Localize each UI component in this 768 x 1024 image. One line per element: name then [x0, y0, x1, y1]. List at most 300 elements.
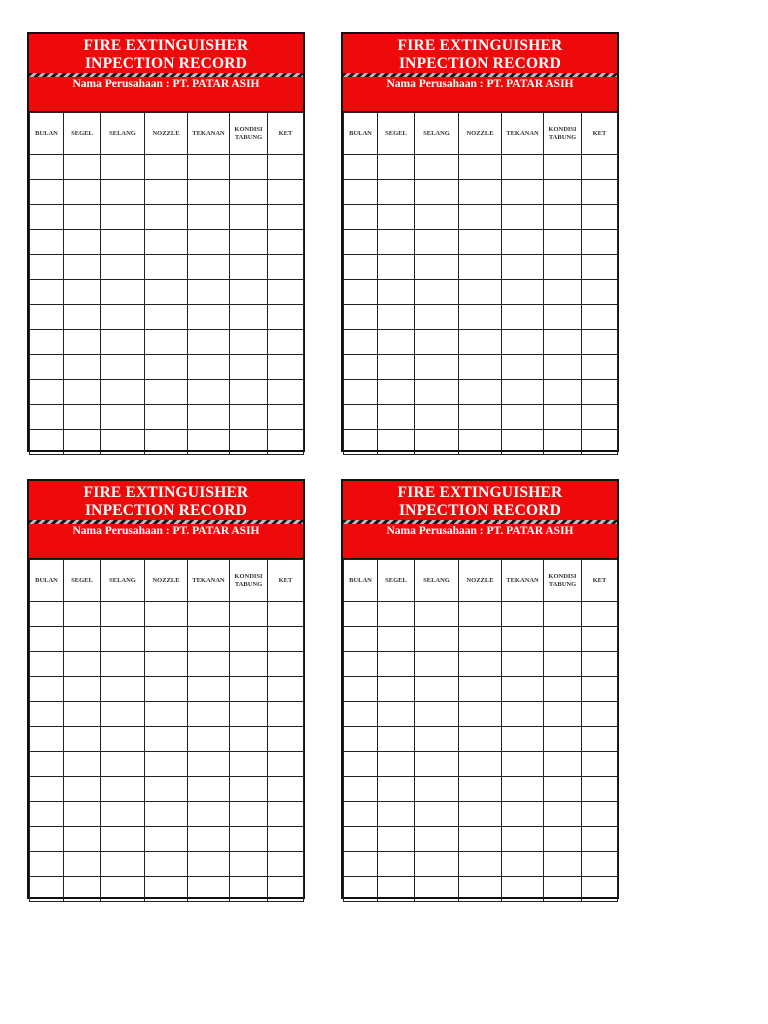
table-cell[interactable] — [64, 727, 101, 752]
table-cell[interactable] — [415, 180, 459, 205]
table-cell[interactable] — [415, 355, 459, 380]
table-cell[interactable] — [582, 255, 618, 280]
table-cell[interactable] — [415, 280, 459, 305]
table-cell[interactable] — [101, 180, 145, 205]
table-cell[interactable] — [378, 230, 415, 255]
table-cell[interactable] — [30, 727, 64, 752]
table-cell[interactable] — [544, 405, 582, 430]
table-cell[interactable] — [415, 255, 459, 280]
table-cell[interactable] — [64, 852, 101, 877]
table-cell[interactable] — [344, 230, 378, 255]
table-cell[interactable] — [230, 652, 268, 677]
table-cell[interactable] — [268, 155, 304, 180]
table-cell[interactable] — [64, 777, 101, 802]
table-cell[interactable] — [30, 852, 64, 877]
table-cell[interactable] — [188, 280, 230, 305]
table-cell[interactable] — [230, 827, 268, 852]
table-cell[interactable] — [230, 677, 268, 702]
table-cell[interactable] — [502, 230, 544, 255]
table-cell[interactable] — [30, 827, 64, 852]
table-cell[interactable] — [582, 355, 618, 380]
table-cell[interactable] — [101, 255, 145, 280]
table-cell[interactable] — [230, 380, 268, 405]
table-cell[interactable] — [188, 330, 230, 355]
table-cell[interactable] — [344, 802, 378, 827]
table-cell[interactable] — [544, 330, 582, 355]
table-cell[interactable] — [344, 852, 378, 877]
table-cell[interactable] — [544, 702, 582, 727]
table-cell[interactable] — [30, 677, 64, 702]
table-cell[interactable] — [64, 155, 101, 180]
table-cell[interactable] — [30, 255, 64, 280]
table-cell[interactable] — [582, 827, 618, 852]
table-cell[interactable] — [188, 430, 230, 455]
table-cell[interactable] — [188, 652, 230, 677]
table-cell[interactable] — [268, 802, 304, 827]
table-cell[interactable] — [101, 777, 145, 802]
table-cell[interactable] — [502, 380, 544, 405]
table-cell[interactable] — [230, 702, 268, 727]
table-cell[interactable] — [378, 802, 415, 827]
table-cell[interactable] — [502, 777, 544, 802]
table-cell[interactable] — [502, 677, 544, 702]
table-cell[interactable] — [30, 205, 64, 230]
table-cell[interactable] — [64, 652, 101, 677]
table-cell[interactable] — [230, 305, 268, 330]
table-cell[interactable] — [230, 205, 268, 230]
table-cell[interactable] — [502, 355, 544, 380]
table-cell[interactable] — [145, 330, 188, 355]
table-cell[interactable] — [415, 405, 459, 430]
table-cell[interactable] — [415, 877, 459, 902]
table-cell[interactable] — [64, 255, 101, 280]
table-cell[interactable] — [230, 727, 268, 752]
table-cell[interactable] — [188, 255, 230, 280]
table-cell[interactable] — [145, 827, 188, 852]
table-cell[interactable] — [544, 355, 582, 380]
table-cell[interactable] — [145, 230, 188, 255]
table-cell[interactable] — [30, 305, 64, 330]
table-cell[interactable] — [230, 877, 268, 902]
table-cell[interactable] — [502, 305, 544, 330]
table-cell[interactable] — [502, 652, 544, 677]
table-cell[interactable] — [268, 305, 304, 330]
table-cell[interactable] — [344, 155, 378, 180]
table-cell[interactable] — [145, 752, 188, 777]
table-cell[interactable] — [64, 305, 101, 330]
table-cell[interactable] — [188, 405, 230, 430]
table-cell[interactable] — [101, 677, 145, 702]
table-cell[interactable] — [145, 677, 188, 702]
table-cell[interactable] — [582, 802, 618, 827]
table-cell[interactable] — [101, 330, 145, 355]
table-cell[interactable] — [188, 827, 230, 852]
table-cell[interactable] — [502, 802, 544, 827]
table-cell[interactable] — [582, 180, 618, 205]
table-cell[interactable] — [188, 205, 230, 230]
table-cell[interactable] — [230, 627, 268, 652]
table-cell[interactable] — [30, 230, 64, 255]
table-cell[interactable] — [415, 702, 459, 727]
table-cell[interactable] — [459, 205, 502, 230]
table-cell[interactable] — [344, 355, 378, 380]
table-cell[interactable] — [145, 852, 188, 877]
table-cell[interactable] — [378, 330, 415, 355]
table-cell[interactable] — [582, 155, 618, 180]
table-cell[interactable] — [544, 280, 582, 305]
table-cell[interactable] — [268, 602, 304, 627]
table-cell[interactable] — [188, 602, 230, 627]
table-cell[interactable] — [544, 627, 582, 652]
table-cell[interactable] — [30, 777, 64, 802]
table-cell[interactable] — [188, 752, 230, 777]
table-cell[interactable] — [459, 330, 502, 355]
table-cell[interactable] — [544, 205, 582, 230]
table-cell[interactable] — [502, 602, 544, 627]
table-cell[interactable] — [101, 802, 145, 827]
table-cell[interactable] — [544, 602, 582, 627]
table-cell[interactable] — [230, 155, 268, 180]
table-cell[interactable] — [502, 752, 544, 777]
table-cell[interactable] — [502, 852, 544, 877]
table-cell[interactable] — [145, 205, 188, 230]
table-cell[interactable] — [544, 677, 582, 702]
table-cell[interactable] — [145, 727, 188, 752]
table-cell[interactable] — [415, 430, 459, 455]
table-cell[interactable] — [459, 752, 502, 777]
table-cell[interactable] — [415, 727, 459, 752]
table-cell[interactable] — [378, 255, 415, 280]
table-cell[interactable] — [64, 827, 101, 852]
table-cell[interactable] — [101, 727, 145, 752]
table-cell[interactable] — [582, 852, 618, 877]
table-cell[interactable] — [544, 877, 582, 902]
table-cell[interactable] — [268, 627, 304, 652]
table-cell[interactable] — [64, 330, 101, 355]
table-cell[interactable] — [459, 677, 502, 702]
table-cell[interactable] — [101, 652, 145, 677]
table-cell[interactable] — [378, 677, 415, 702]
table-cell[interactable] — [415, 677, 459, 702]
table-cell[interactable] — [268, 280, 304, 305]
table-cell[interactable] — [64, 752, 101, 777]
table-cell[interactable] — [30, 430, 64, 455]
table-cell[interactable] — [268, 380, 304, 405]
table-cell[interactable] — [145, 180, 188, 205]
table-cell[interactable] — [378, 877, 415, 902]
table-cell[interactable] — [344, 380, 378, 405]
table-cell[interactable] — [188, 702, 230, 727]
table-cell[interactable] — [230, 355, 268, 380]
table-cell[interactable] — [30, 802, 64, 827]
table-cell[interactable] — [502, 827, 544, 852]
table-cell[interactable] — [415, 305, 459, 330]
table-cell[interactable] — [582, 230, 618, 255]
table-cell[interactable] — [582, 752, 618, 777]
table-cell[interactable] — [344, 305, 378, 330]
table-cell[interactable] — [502, 255, 544, 280]
table-cell[interactable] — [230, 430, 268, 455]
table-cell[interactable] — [188, 355, 230, 380]
table-cell[interactable] — [582, 627, 618, 652]
table-cell[interactable] — [344, 877, 378, 902]
table-cell[interactable] — [230, 777, 268, 802]
table-cell[interactable] — [378, 280, 415, 305]
table-cell[interactable] — [415, 380, 459, 405]
table-cell[interactable] — [502, 155, 544, 180]
table-cell[interactable] — [188, 305, 230, 330]
table-cell[interactable] — [378, 380, 415, 405]
table-cell[interactable] — [582, 305, 618, 330]
table-cell[interactable] — [145, 602, 188, 627]
table-cell[interactable] — [378, 155, 415, 180]
table-cell[interactable] — [378, 652, 415, 677]
table-cell[interactable] — [378, 827, 415, 852]
table-cell[interactable] — [378, 602, 415, 627]
table-cell[interactable] — [582, 702, 618, 727]
table-cell[interactable] — [268, 852, 304, 877]
table-cell[interactable] — [268, 255, 304, 280]
table-cell[interactable] — [459, 355, 502, 380]
table-cell[interactable] — [101, 280, 145, 305]
table-cell[interactable] — [378, 180, 415, 205]
table-cell[interactable] — [101, 852, 145, 877]
table-cell[interactable] — [268, 180, 304, 205]
table-cell[interactable] — [415, 852, 459, 877]
table-cell[interactable] — [101, 702, 145, 727]
table-cell[interactable] — [101, 752, 145, 777]
table-cell[interactable] — [344, 627, 378, 652]
table-cell[interactable] — [582, 877, 618, 902]
table-cell[interactable] — [188, 230, 230, 255]
table-cell[interactable] — [64, 602, 101, 627]
table-cell[interactable] — [145, 627, 188, 652]
table-cell[interactable] — [101, 405, 145, 430]
table-cell[interactable] — [582, 677, 618, 702]
table-cell[interactable] — [459, 380, 502, 405]
table-cell[interactable] — [101, 355, 145, 380]
table-cell[interactable] — [230, 802, 268, 827]
table-cell[interactable] — [230, 405, 268, 430]
table-cell[interactable] — [378, 752, 415, 777]
table-cell[interactable] — [544, 727, 582, 752]
table-cell[interactable] — [64, 702, 101, 727]
table-cell[interactable] — [30, 280, 64, 305]
table-cell[interactable] — [582, 652, 618, 677]
table-cell[interactable] — [378, 852, 415, 877]
table-cell[interactable] — [30, 702, 64, 727]
table-cell[interactable] — [30, 330, 64, 355]
table-cell[interactable] — [344, 405, 378, 430]
table-cell[interactable] — [101, 877, 145, 902]
table-cell[interactable] — [459, 280, 502, 305]
table-cell[interactable] — [230, 180, 268, 205]
table-cell[interactable] — [188, 677, 230, 702]
table-cell[interactable] — [459, 602, 502, 627]
table-cell[interactable] — [544, 752, 582, 777]
table-cell[interactable] — [378, 777, 415, 802]
table-cell[interactable] — [188, 380, 230, 405]
table-cell[interactable] — [64, 205, 101, 230]
table-cell[interactable] — [502, 627, 544, 652]
table-cell[interactable] — [145, 380, 188, 405]
table-cell[interactable] — [268, 205, 304, 230]
table-cell[interactable] — [459, 627, 502, 652]
table-cell[interactable] — [459, 852, 502, 877]
table-cell[interactable] — [230, 255, 268, 280]
table-cell[interactable] — [459, 180, 502, 205]
table-cell[interactable] — [145, 305, 188, 330]
table-cell[interactable] — [230, 602, 268, 627]
table-cell[interactable] — [145, 430, 188, 455]
table-cell[interactable] — [101, 205, 145, 230]
table-cell[interactable] — [582, 405, 618, 430]
table-cell[interactable] — [64, 380, 101, 405]
table-cell[interactable] — [268, 877, 304, 902]
table-cell[interactable] — [378, 727, 415, 752]
table-cell[interactable] — [64, 877, 101, 902]
table-cell[interactable] — [188, 155, 230, 180]
table-cell[interactable] — [378, 430, 415, 455]
table-cell[interactable] — [145, 155, 188, 180]
table-cell[interactable] — [101, 155, 145, 180]
table-cell[interactable] — [268, 405, 304, 430]
table-cell[interactable] — [344, 205, 378, 230]
table-cell[interactable] — [64, 677, 101, 702]
table-cell[interactable] — [344, 777, 378, 802]
table-cell[interactable] — [378, 355, 415, 380]
table-cell[interactable] — [378, 702, 415, 727]
table-cell[interactable] — [101, 430, 145, 455]
table-cell[interactable] — [544, 230, 582, 255]
table-cell[interactable] — [30, 405, 64, 430]
table-cell[interactable] — [30, 355, 64, 380]
table-cell[interactable] — [64, 430, 101, 455]
table-cell[interactable] — [544, 802, 582, 827]
table-cell[interactable] — [268, 677, 304, 702]
table-cell[interactable] — [415, 230, 459, 255]
table-cell[interactable] — [378, 627, 415, 652]
table-cell[interactable] — [544, 180, 582, 205]
table-cell[interactable] — [582, 330, 618, 355]
table-cell[interactable] — [268, 702, 304, 727]
table-cell[interactable] — [145, 255, 188, 280]
table-cell[interactable] — [415, 330, 459, 355]
table-cell[interactable] — [268, 330, 304, 355]
table-cell[interactable] — [415, 752, 459, 777]
table-cell[interactable] — [344, 255, 378, 280]
table-cell[interactable] — [101, 627, 145, 652]
table-cell[interactable] — [502, 430, 544, 455]
table-cell[interactable] — [344, 180, 378, 205]
table-cell[interactable] — [30, 602, 64, 627]
table-cell[interactable] — [502, 702, 544, 727]
table-cell[interactable] — [64, 280, 101, 305]
table-cell[interactable] — [101, 602, 145, 627]
table-cell[interactable] — [544, 430, 582, 455]
table-cell[interactable] — [145, 777, 188, 802]
table-cell[interactable] — [344, 702, 378, 727]
table-cell[interactable] — [30, 752, 64, 777]
table-cell[interactable] — [378, 405, 415, 430]
table-cell[interactable] — [268, 752, 304, 777]
table-cell[interactable] — [459, 155, 502, 180]
table-cell[interactable] — [344, 727, 378, 752]
table-cell[interactable] — [582, 727, 618, 752]
table-cell[interactable] — [268, 727, 304, 752]
table-cell[interactable] — [582, 205, 618, 230]
table-cell[interactable] — [415, 155, 459, 180]
table-cell[interactable] — [230, 330, 268, 355]
table-cell[interactable] — [502, 205, 544, 230]
table-cell[interactable] — [268, 430, 304, 455]
table-cell[interactable] — [30, 877, 64, 902]
table-cell[interactable] — [502, 727, 544, 752]
table-cell[interactable] — [64, 180, 101, 205]
table-cell[interactable] — [415, 802, 459, 827]
table-cell[interactable] — [459, 702, 502, 727]
table-cell[interactable] — [344, 330, 378, 355]
table-cell[interactable] — [64, 355, 101, 380]
table-cell[interactable] — [544, 380, 582, 405]
table-cell[interactable] — [502, 280, 544, 305]
table-cell[interactable] — [101, 380, 145, 405]
table-cell[interactable] — [344, 652, 378, 677]
table-cell[interactable] — [30, 155, 64, 180]
table-cell[interactable] — [582, 602, 618, 627]
table-cell[interactable] — [101, 230, 145, 255]
table-cell[interactable] — [64, 405, 101, 430]
table-cell[interactable] — [378, 205, 415, 230]
table-cell[interactable] — [230, 752, 268, 777]
table-cell[interactable] — [188, 852, 230, 877]
table-cell[interactable] — [459, 305, 502, 330]
table-cell[interactable] — [268, 827, 304, 852]
table-cell[interactable] — [30, 627, 64, 652]
table-cell[interactable] — [415, 205, 459, 230]
table-cell[interactable] — [30, 652, 64, 677]
table-cell[interactable] — [582, 280, 618, 305]
table-cell[interactable] — [459, 827, 502, 852]
table-cell[interactable] — [502, 405, 544, 430]
table-cell[interactable] — [64, 230, 101, 255]
table-cell[interactable] — [268, 230, 304, 255]
table-cell[interactable] — [188, 727, 230, 752]
table-cell[interactable] — [145, 652, 188, 677]
table-cell[interactable] — [268, 355, 304, 380]
table-cell[interactable] — [188, 180, 230, 205]
table-cell[interactable] — [145, 702, 188, 727]
table-cell[interactable] — [582, 380, 618, 405]
table-cell[interactable] — [145, 877, 188, 902]
table-cell[interactable] — [544, 827, 582, 852]
table-cell[interactable] — [582, 777, 618, 802]
table-cell[interactable] — [459, 727, 502, 752]
table-cell[interactable] — [502, 877, 544, 902]
table-cell[interactable] — [544, 852, 582, 877]
table-cell[interactable] — [268, 652, 304, 677]
table-cell[interactable] — [544, 255, 582, 280]
table-cell[interactable] — [101, 305, 145, 330]
table-cell[interactable] — [502, 180, 544, 205]
table-cell[interactable] — [230, 280, 268, 305]
table-cell[interactable] — [544, 305, 582, 330]
table-cell[interactable] — [344, 602, 378, 627]
table-cell[interactable] — [64, 627, 101, 652]
table-cell[interactable] — [30, 180, 64, 205]
table-cell[interactable] — [378, 305, 415, 330]
table-cell[interactable] — [459, 405, 502, 430]
